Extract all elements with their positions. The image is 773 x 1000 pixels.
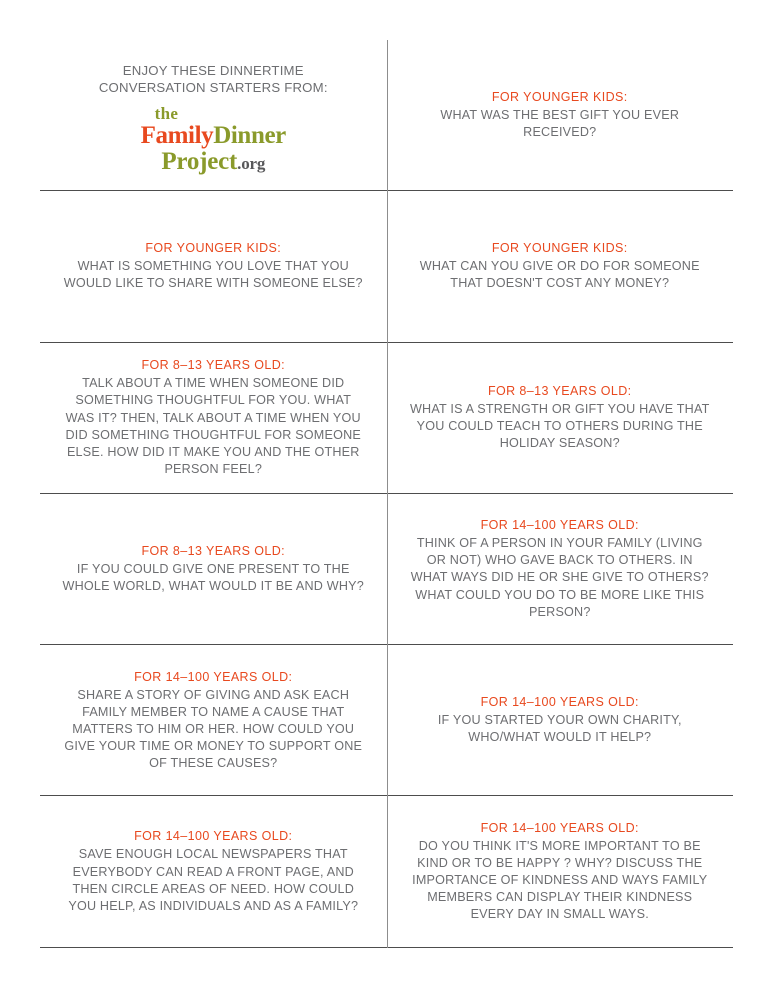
card-age-label: FOR 14–100 YEARS OLD:	[480, 820, 639, 835]
card-2	[387, 191, 734, 342]
logo-project-text: Project	[161, 147, 238, 175]
intro-line-1: ENJOY THESE DINNERTIME	[122, 62, 304, 78]
logo-family-text: Family	[140, 121, 214, 149]
card-prompt: SAVE ENOUGH LOCAL NEWSPAPERS THAT EVERYBODY CAN READ A FRONT PAGE, AND THEN CIRCLE AREAS OF NEED. HOW COULD YOU HELP, AS INDIVIDUALS AND AS A FAMILY?	[68, 847, 359, 913]
card-6	[387, 494, 734, 645]
logo-card	[40, 40, 387, 191]
card-prompt: THINK OF A PERSON IN YOUR FAMILY (LIVING OR NOT) WHO GAVE BACK TO OTHERS. IN WHAT WAYS DID HE OR SHE GIVE TO OTHERS? WHAT COULD YOU DO TO BE MORE LIKE THIS PERSON?	[410, 536, 709, 619]
card-prompt: IF YOU STARTED YOUR OWN CHARITY, WHO/WHAT WOULD IT HELP?	[437, 713, 682, 745]
card-prompt: WHAT CAN YOU GIVE OR DO FOR SOMEONE THAT DOESN'T COST ANY MONEY?	[419, 259, 700, 291]
card-prompt: DO YOU THINK IT'S MORE IMPORTANT TO BE KIND OR TO BE HAPPY ? WHY? DISCUSS THE IMPORTANCE OF KINDNESS AND WAYS FAMILY MEMBERS CAN DISPLAY THEIR KINDNESS EVERY DAY IN SMALL WAYS.	[412, 838, 708, 922]
card-prompt: IF YOU COULD GIVE ONE PRESENT TO THE WHOLE WORLD, WHAT WOULD IT BE AND WHY?	[62, 561, 364, 594]
card-prompt: TALK ABOUT A TIME WHEN SOMEONE DID SOMETHING THOUGHTFUL FOR YOU. WHAT WAS IT? THEN, TALK ABOUT A TIME WHEN YOU DID SOMETHING THOUGHTFUL FOR SOMEONE ELSE. HOW DID IT MAKE YOU AND THE OTHER PERSON FEEL?	[65, 376, 361, 476]
intro-text	[99, 62, 328, 97]
card-prompt: WHAT IS A STRENGTH OR GIFT YOU HAVE THAT YOU COULD TEACH TO OTHERS DURING THE HOLIDAY SEASON?	[409, 402, 710, 451]
card-5	[40, 494, 387, 645]
card-age-label: FOR 8–13 YEARS OLD:	[141, 543, 286, 558]
card-prompt: SHARE A STORY OF GIVING AND ASK EACH FAMILY MEMBER TO NAME A CAUSE THAT MATTERS TO HIM OR HER. HOW COULD YOU GIVE YOUR TIME OR MONEY TO SUPPORT ONE OF THESE CAUSES?	[64, 687, 363, 771]
card-age-label: FOR YOUNGER KIDS:	[491, 90, 628, 105]
logo-org-text: .org	[237, 153, 266, 173]
card-age-label: FOR YOUNGER KIDS:	[491, 241, 628, 256]
card-age-label: FOR 14–100 YEARS OLD:	[134, 669, 293, 684]
card-7	[40, 645, 387, 796]
card-0	[387, 40, 734, 191]
logo-dinner-text: Dinner	[213, 121, 286, 149]
card-age-label: FOR 14–100 YEARS OLD:	[134, 829, 293, 844]
card-age-label: FOR 14–100 YEARS OLD:	[480, 518, 639, 533]
logo-main-line	[141, 123, 286, 148]
card-grid	[40, 40, 733, 948]
card-9	[40, 796, 387, 947]
card-4	[387, 343, 734, 494]
family-dinner-project-logo	[141, 105, 286, 174]
card-8	[387, 645, 734, 796]
card-10	[387, 796, 734, 947]
card-age-label: FOR 14–100 YEARS OLD:	[480, 695, 639, 710]
logo-the-text: the	[154, 103, 179, 123]
card-prompt: WHAT IS SOMETHING YOU LOVE THAT YOU WOULD LIKE TO SHARE WITH SOMEONE ELSE?	[63, 259, 363, 291]
intro-line-2: CONVERSATION STARTERS FROM:	[98, 80, 328, 96]
card-prompt: WHAT WAS THE BEST GIFT YOU EVER RECEIVED?	[440, 108, 680, 140]
card-age-label: FOR 8–13 YEARS OLD:	[141, 358, 286, 373]
card-3	[40, 343, 387, 494]
card-age-label: FOR 8–13 YEARS OLD:	[487, 384, 632, 399]
card-age-label: FOR YOUNGER KIDS:	[145, 241, 282, 256]
logo-second-line	[141, 149, 286, 174]
card-1	[40, 191, 387, 342]
